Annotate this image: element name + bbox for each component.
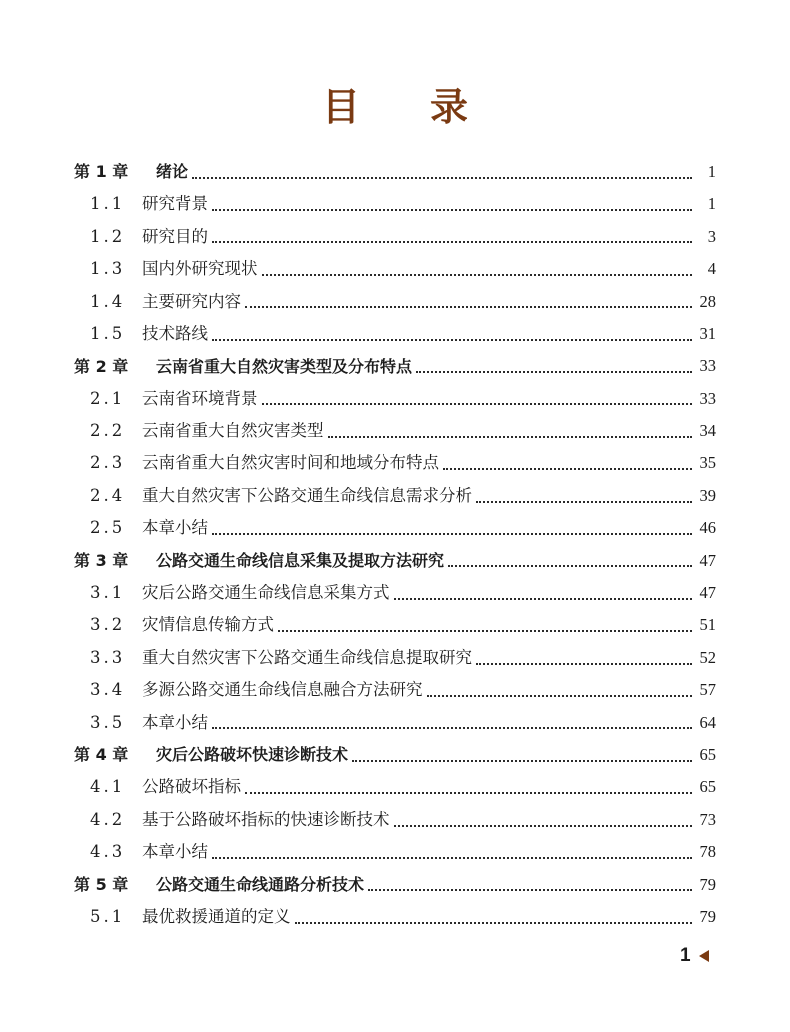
toc-dot-leader	[368, 888, 692, 891]
toc-dot-leader	[262, 402, 693, 405]
toc-section-row[interactable]	[74, 804, 716, 836]
toc-entry-page: 28	[699, 291, 716, 311]
toc-section-row[interactable]	[74, 415, 716, 447]
toc-entry-number: 1.5	[90, 323, 126, 343]
toc-entry-number: 3.4	[90, 680, 126, 700]
toc-entry-number: 2.4	[90, 485, 126, 505]
toc-entry-page: 1	[707, 161, 716, 181]
toc-entry-title: 云南省重大自然灾害时间和地域分布特点	[142, 453, 439, 473]
toc-entry-title: 灾后公路破坏快速诊断技术	[156, 745, 349, 765]
toc-section-row[interactable]	[74, 221, 716, 253]
toc-section-row[interactable]	[74, 318, 716, 350]
toc-chapter-row[interactable]	[74, 739, 716, 771]
toc-entry-title: 灾情信息传输方式	[142, 615, 274, 635]
toc-entry-title: 公路交通生命线通路分析技术	[156, 874, 365, 894]
toc-entry-title: 绪论	[156, 162, 189, 182]
toc-entry-page: 78	[699, 842, 716, 862]
toc-dot-leader	[328, 435, 693, 438]
toc-entry-title: 多源公路交通生命线信息融合方法研究	[142, 680, 423, 700]
toc-entry-page: 31	[699, 323, 716, 343]
toc-dot-leader	[212, 240, 692, 243]
toc-dot-leader	[295, 921, 693, 924]
toc-entry-page: 65	[699, 744, 716, 764]
toc-entry-title: 本章小结	[142, 518, 208, 538]
toc-entry-title: 公路破坏指标	[142, 777, 241, 797]
footer-page-number: 1	[680, 945, 691, 966]
toc-section-row[interactable]	[74, 188, 716, 220]
toc-dot-leader	[212, 856, 692, 859]
toc-chapter-row[interactable]	[74, 869, 716, 901]
toc-section-row[interactable]	[74, 448, 716, 480]
toc-chapter-row[interactable]	[74, 350, 716, 382]
toc-section-row[interactable]	[74, 383, 716, 415]
toc-dot-leader	[212, 338, 692, 341]
toc-entry-number: 1.3	[90, 259, 126, 279]
toc-entry-page: 46	[699, 518, 716, 538]
toc-dot-leader	[212, 208, 692, 211]
toc-entry-page: 57	[699, 680, 716, 700]
toc-entry-page: 33	[699, 356, 716, 376]
toc-entry-title: 本章小结	[142, 842, 208, 862]
toc-section-row[interactable]	[74, 577, 716, 609]
toc-entry-page: 65	[699, 777, 716, 797]
toc-dot-leader	[427, 694, 693, 697]
toc-dot-leader	[352, 759, 692, 762]
toc-dot-leader	[245, 305, 692, 308]
toc-entry-title: 云南省重大自然灾害类型	[142, 421, 324, 441]
toc-section-row[interactable]	[74, 609, 716, 641]
toc-section-row[interactable]	[74, 771, 716, 803]
toc-dot-leader	[443, 467, 692, 470]
toc-entry-number: 3.3	[90, 647, 126, 667]
toc-dot-leader	[245, 791, 692, 794]
toc-dot-leader	[476, 662, 692, 665]
toc-entry-number: 第 5 章	[74, 874, 129, 894]
toc-entry-number: 第 3 章	[74, 550, 129, 570]
toc-entry-page: 47	[699, 550, 716, 570]
toc-entry-page: 51	[699, 615, 716, 635]
toc-entry-number: 3.5	[90, 712, 126, 732]
toc-dot-leader	[262, 273, 693, 276]
toc-entry-number: 4.3	[90, 842, 126, 862]
toc-chapter-row[interactable]	[74, 156, 716, 188]
toc-entry-page: 4	[707, 259, 716, 279]
title-char-1: 目	[321, 84, 360, 129]
toc-section-row[interactable]	[74, 674, 716, 706]
toc-entry-title: 云南省环境背景	[142, 388, 258, 408]
toc-entry-number: 第 1 章	[74, 162, 129, 182]
toc-section-row[interactable]	[74, 836, 716, 868]
toc-entry-number: 3.1	[90, 583, 126, 603]
toc-entry-page: 39	[699, 485, 716, 505]
toc-entry-number: 4.2	[90, 809, 126, 829]
toc-entry-title: 重大自然灾害下公路交通生命线信息需求分析	[142, 485, 472, 505]
toc-entry-title: 国内外研究现状	[142, 259, 258, 279]
toc-entry-title: 技术路线	[142, 323, 208, 343]
toc-entry-number: 3.2	[90, 615, 126, 635]
toc-section-row[interactable]	[74, 512, 716, 544]
toc-entry-title: 研究目的	[142, 226, 208, 246]
toc-entry-number: 第 4 章	[74, 745, 129, 765]
toc-entry-number: 2.5	[90, 518, 126, 538]
toc-entry-number: 5.1	[90, 906, 126, 926]
toc-dot-leader	[448, 564, 692, 567]
toc-entry-number: 2.3	[90, 453, 126, 473]
toc-entry-number: 1.2	[90, 226, 126, 246]
toc-section-row[interactable]	[74, 901, 716, 933]
toc-entry-title: 灾后公路交通生命线信息采集方式	[142, 583, 390, 603]
toc-dot-leader	[416, 370, 692, 373]
toc-entry-number: 2.2	[90, 421, 126, 441]
toc-entry-title: 最优救援通道的定义	[142, 906, 291, 926]
page-title	[0, 76, 790, 131]
toc-dot-leader	[212, 726, 692, 729]
toc-entry-page: 64	[699, 712, 716, 732]
toc-section-row[interactable]	[74, 286, 716, 318]
toc-section-row[interactable]	[74, 642, 716, 674]
toc-entry-title: 本章小结	[142, 712, 208, 732]
toc-dot-leader	[394, 597, 693, 600]
toc-entry-title: 研究背景	[142, 194, 208, 214]
toc-entry-number: 第 2 章	[74, 356, 129, 376]
toc-entry-number: 2.1	[90, 388, 126, 408]
toc-dot-leader	[278, 629, 692, 632]
toc-entry-title: 公路交通生命线信息采集及提取方法研究	[156, 550, 445, 570]
toc-section-row[interactable]	[74, 707, 716, 739]
toc-entry-number: 1.4	[90, 291, 126, 311]
toc-entry-number: 4.1	[90, 777, 126, 797]
toc-entry-page: 52	[699, 647, 716, 667]
toc-chapter-row[interactable]	[74, 545, 716, 577]
toc-entry-page: 34	[699, 421, 716, 441]
toc-entry-page: 3	[707, 226, 716, 246]
toc-dot-leader	[212, 532, 692, 535]
toc-entry-page: 79	[699, 874, 716, 894]
toc-entry-page: 73	[699, 809, 716, 829]
title-char-2: 录	[430, 84, 469, 129]
table-of-contents	[74, 156, 716, 933]
toc-entry-page: 33	[699, 388, 716, 408]
toc-entry-page: 1	[707, 194, 716, 214]
toc-entry-page: 79	[699, 906, 716, 926]
toc-entry-page: 35	[699, 453, 716, 473]
page-footer	[680, 945, 709, 967]
left-triangle-icon	[699, 950, 709, 962]
toc-dot-leader	[394, 824, 693, 827]
toc-entry-page: 47	[699, 583, 716, 603]
toc-entry-title: 基于公路破坏指标的快速诊断技术	[142, 809, 390, 829]
toc-dot-leader	[476, 500, 692, 503]
toc-dot-leader	[192, 176, 692, 179]
toc-entry-number: 1.1	[90, 194, 126, 214]
toc-entry-title: 重大自然灾害下公路交通生命线信息提取研究	[142, 647, 472, 667]
toc-section-row[interactable]	[74, 480, 716, 512]
toc-section-row[interactable]	[74, 253, 716, 285]
toc-entry-title: 主要研究内容	[142, 291, 241, 311]
toc-entry-title: 云南省重大自然灾害类型及分布特点	[156, 356, 413, 376]
